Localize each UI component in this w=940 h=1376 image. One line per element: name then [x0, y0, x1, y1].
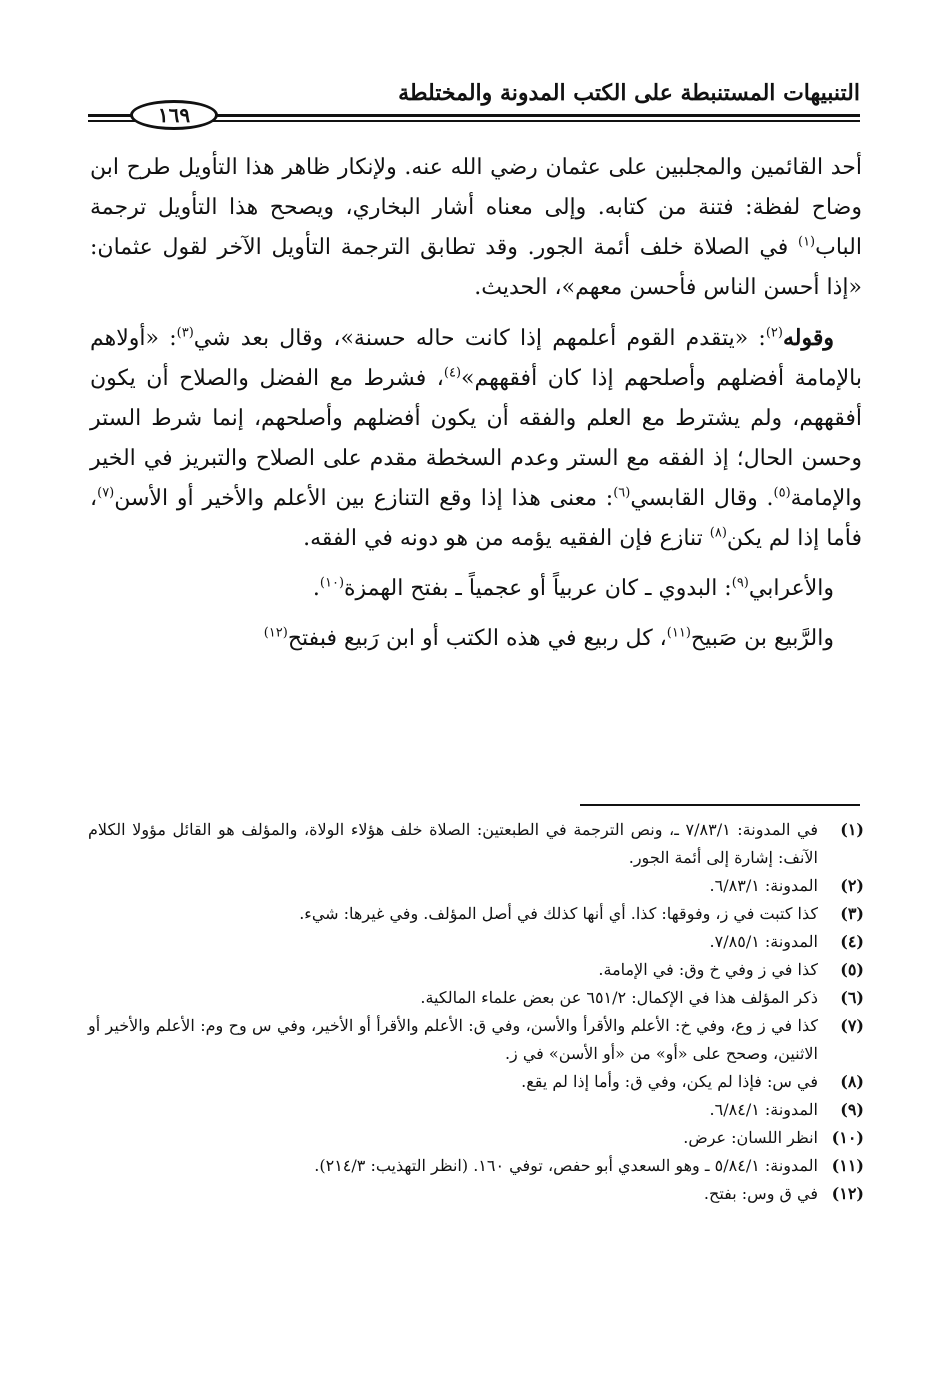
footnote	[88, 872, 864, 900]
page-number: ١٦٩	[157, 103, 191, 127]
footnote-number: (٥)	[840, 960, 864, 979]
footnote-number: (٢)	[840, 876, 864, 895]
footnote-number: (١١)	[831, 1156, 864, 1175]
footnote-ref: (٩)	[731, 575, 749, 591]
footnote	[88, 1012, 864, 1068]
text-run: . وقال القابسي	[630, 486, 774, 511]
footnote-ref: (١٢)	[263, 625, 288, 641]
footnote-ref: (١١)	[666, 625, 691, 641]
footnote-ref: (٧)	[97, 485, 115, 501]
footnote-ref: (٣)	[176, 325, 194, 341]
footnote-text: المدونة: ٧/٨٥/١.	[709, 932, 818, 951]
running-title: التنبيهات المستنبطة على الكتب المدونة والمختلطة	[398, 80, 860, 106]
text-run: ، فأما إذا لم يكن	[90, 486, 862, 551]
footnote-number: (١٢)	[831, 1184, 864, 1203]
text-run: : معنى هذا إذا وقع التنازع بين الأعلم والأخير أو الأسن	[114, 486, 614, 511]
footnote-ref: (٨)	[709, 525, 727, 541]
footnote	[88, 956, 864, 984]
footnote-text: المدونة: ٦/٨٤/١.	[709, 1100, 818, 1119]
footnote-ref: (٦)	[613, 485, 631, 501]
footnote-ref: (١٠)	[319, 575, 345, 591]
footnote-ref: (٥)	[773, 485, 791, 501]
text-run: في الصلاة خلف أئمة الجور. وقد تطابق الترجمة التأويل الآخر لقول عثمان: «إذا أحسن الناس فأحسن معهم»، الحديث.	[90, 235, 862, 300]
text-run: : «يتقدم القوم أعلمهم إذا كانت حاله حسنة»، وقال بعد شي	[193, 326, 766, 351]
footnotes	[88, 816, 864, 1208]
text-run: .	[312, 576, 320, 601]
footnote-number: (٤)	[840, 932, 864, 951]
footnote-number: (١)	[840, 820, 864, 839]
footnote-ref: (٢)	[765, 325, 783, 341]
footnote-number: (٩)	[840, 1100, 864, 1119]
footnote	[88, 1152, 864, 1180]
footnote-text: المدونة: ٥/٨٤/١ ـ وهو السعدي أبو حفص، توفي ١٦٠. (انظر التهذيب: ٢١٤/٣).	[314, 1156, 818, 1175]
lead-word: وقوله	[782, 325, 834, 351]
paragraph-3	[90, 569, 862, 609]
footnote	[88, 900, 864, 928]
paragraph-4	[90, 619, 862, 659]
footnote-text: المدونة: ٦/٨٣/١.	[709, 876, 818, 895]
footnote-text: كذا كتبت في ز، وفوقها: كذا. أي أنها كذلك في أصل المؤلف. وفي غيرها: شيء.	[299, 904, 818, 923]
footnote-separator	[580, 804, 860, 806]
text-run: والرَّبيع بن صَبيح	[690, 626, 834, 651]
footnote	[88, 1124, 864, 1152]
footnote	[88, 1096, 864, 1124]
footnote-number: (٨)	[840, 1072, 864, 1091]
text-run: أحد القائمين والمجلبين على عثمان رضي الله عنه. ولإنكار ظاهر هذا التأويل طرح ابن وضاح لفظة: فتنة من كتابه. وإلى معناه أشار البخاري، ويصحح هذا التأويل ترجمة الباب	[90, 155, 862, 260]
footnote-text: ذكر المؤلف هذا في الإكمال: ٦٥١/٢ عن بعض علماء المالكية.	[420, 988, 818, 1007]
text-run: : «أولاهم بالإمامة أفضلهم وأصلحهم إذا كان أفقههم»	[90, 326, 863, 391]
footnote	[88, 1068, 864, 1096]
text-run: تنازع فإن الفقيه يؤمه من هو دونه في الفقه.	[303, 526, 710, 551]
text-run: ، كل ربيع في هذه الكتب أو ابن رَبيع فبفتح	[287, 626, 667, 651]
text-run: ، فشرط مع الفضل والصلاح أن يكون أفقههم، ولم يشترط مع العلم والفقه أن يكون أفضلهم وأصلحهم، إنما شرط الستر وحسن الحال؛ إذ الفقه مع الستر وعدم السخطة مقدم على الصلاح والتبريز في الخير والإمامة	[90, 366, 863, 511]
footnote-text: كذا في ز وفي خ وق: في الإمامة.	[598, 960, 818, 979]
body-text	[90, 148, 862, 669]
footnote	[88, 984, 864, 1012]
footnote-text: في ق وس: بفتح.	[703, 1184, 818, 1203]
paragraph-2	[90, 318, 862, 559]
footnote-number: (٧)	[840, 1016, 864, 1035]
page-number-badge	[130, 100, 218, 130]
page-header	[88, 74, 860, 130]
footnote-text: انظر اللسان: عرض.	[683, 1128, 818, 1147]
footnote-number: (٦)	[840, 988, 864, 1007]
footnote-text: في المدونة: ٧/٨٣/١ ـ، ونص الترجمة في الطبعتين: الصلاة خلف هؤلاء الولاة، والمؤلف هو القائل مؤولا الكلام الآنف: إشارة إلى أئمة الجور.	[88, 820, 819, 867]
footnote	[88, 1180, 864, 1208]
footnote-number: (١٠)	[831, 1128, 864, 1147]
paragraph-1	[90, 148, 862, 308]
footnote	[88, 816, 864, 872]
text-run: والأعرابي	[748, 576, 834, 601]
footnote	[88, 928, 864, 956]
footnote-text: في س: فإذا لم يكن، وفي ق: وأما إذا لم يقع.	[521, 1072, 818, 1091]
text-run: : البدوي ـ كان عربياً أو عجمياً ـ بفتح الهمزة	[344, 576, 732, 601]
footnote-number: (٣)	[840, 904, 864, 923]
footnote-ref: (١)	[797, 234, 816, 250]
footnote-ref: (٤)	[443, 365, 462, 381]
footnote-text: كذا في ز وع، وفي خ: الأعلم والأقرأ والأسن، وفي ق: الأعلم والأقرأ أو الأخير، وفي س وح وم: الأعلم والأخير أو الاثنين، وصحح على «أو» من «أو الأسن» في ز.	[88, 1016, 818, 1063]
